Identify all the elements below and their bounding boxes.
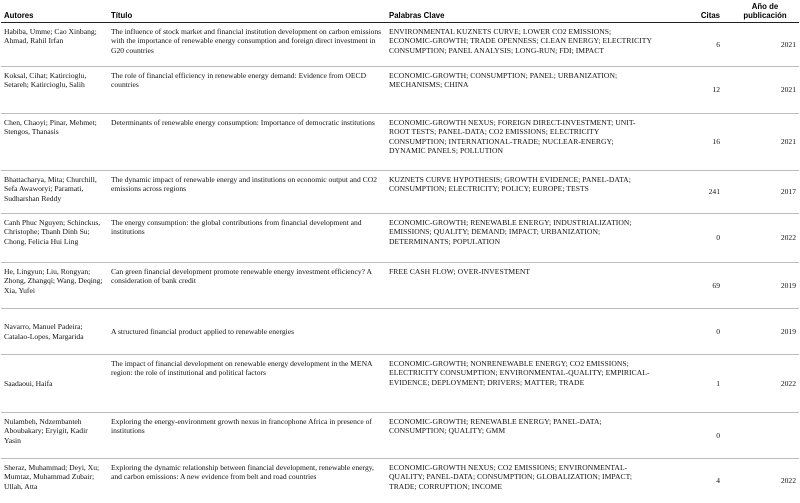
cell-authors: Bhattacharya, Mita; Churchill, Sefa Awaworyi; Paramati, Sudharshan Reddy [4,175,97,203]
table-row [1,23,799,67]
cell-title: The dynamic impact of renewable energy and institutions on economic output and CO2 emissions across regions [111,175,377,194]
table-row [1,263,799,309]
header-keywords: Palabras Clave [386,0,655,23]
cell-keywords: ECONOMIC-GROWTH; NONRENEWABLE ENERGY; CO2 EMISSIONS; ELECTRICITY CONSUMPTION; ENVIRONMENTAL-QUALITY; EMPIRICAL-EVIDENCE; DEPLOYMENT; DRIVERS; MATTER; TRADE [389,359,650,387]
table-row [1,214,799,263]
cell-citations: 241 [708,187,720,197]
cell-year: 2021 [780,39,796,49]
table-row [1,309,799,355]
cell-year: 2022 [780,378,796,388]
cell-title: The energy consumption: the global contributions from financial development and institutions [111,218,362,237]
cell-citations: 0 [716,233,720,243]
cell-citations: 4 [716,476,720,486]
cell-keywords [386,309,655,355]
cell-keywords: ECONOMIC-GROWTH NEXUS; FOREIGN DIRECT-INVESTMENT; UNIT-ROOT TESTS; PANEL-DATA; CO2 EMISSIONS; ELECTRICITY CONSUMPTION; INTERNATIONAL-TRADE; NUCLEAR-ENERGY; DYNAMIC PANELS; POLLUTION [389,118,636,155]
cell-authors: Koksal, Cihat; Katircioglu, Setareh; Katircioglu, Salih [4,71,87,90]
cell-authors: Saadaoui, Haifa [4,378,53,388]
cell-citations: 12 [712,85,720,95]
header-row [1,0,799,23]
cell-keywords: FREE CASH FLOW; OVER-INVESTMENT [389,267,531,276]
cell-title: The role of financial efficiency in renewable energy demand: Evidence from OECD countries [111,71,367,90]
cell-year: 2019 [780,280,796,290]
cell-authors: Sheraz, Muhammad; Deyi, Xu; Mumtaz, Muhammad Zubair; Ullah, Atta [4,463,100,491]
cell-citations: 0 [716,430,720,440]
cell-title: The influence of stock market and financial institution development on carbon emissions with the importance of renewable energy consumption and foreign direct investment in G20 countries [111,27,382,55]
cell-keywords: ECONOMIC-GROWTH; CONSUMPTION; PANEL; URBANIZATION; MECHANISMS; CHINA [389,71,618,90]
table-row [1,459,799,503]
cell-title: A structured financial product applied to renewable energies [111,326,295,336]
table-body [1,23,799,503]
cell-title: Determinants of renewable energy consumption: Importance of democratic institutions [111,118,375,127]
cell-authors: Navarro, Manuel Padeira; Catalao-Lopes, Margarida [4,322,84,341]
cell-year: 2021 [780,137,796,147]
cell-keywords: ECONOMIC-GROWTH NEXUS; CO2 EMISSIONS; ENVIRONMENTAL-QUALITY; PANEL-DATA; CONSUMPTION; GLOBALIZATION; IMPACT; TRADE; CORRUPTION; INCOME [389,463,633,491]
cell-authors: Canh Phuc Nguyen; Schinckus, Christophe; Thanh Dinh Su; Chong, Felicia Hui Ling [4,218,101,246]
header-citations: Citas [655,0,728,23]
publications-table [1,0,799,503]
table-row [1,355,799,413]
cell-citations: 69 [712,280,720,290]
cell-year: 2017 [780,187,796,197]
cell-keywords: ECONOMIC-GROWTH; RENEWABLE ENERGY; INDUSTRIALIZATION; EMISSIONS; QUALITY; DEMAND; IMPACT; URBANIZATION; DETERMINANTS; POPULATION [389,218,632,246]
cell-citations: 6 [716,39,720,49]
header-year: Año de publicación [728,0,799,23]
table-row [1,67,799,114]
table-row [1,171,799,214]
table-row [1,114,799,171]
cell-title: The impact of financial development on renewable energy development in the MENA region: the role of institutional and political factors [111,359,373,378]
cell-authors: Chen, Chaoyi; Pinar, Mehmet; Stengos, Thanasis [4,118,97,137]
cell-year: 2022 [780,233,796,243]
cell-keywords: ECONOMIC-GROWTH; RENEWABLE ENERGY; PANEL-DATA; CONSUMPTION; QUALITY; GMM [389,417,602,436]
header-authors: Autores [1,0,108,23]
cell-title: Exploring the dynamic relationship between financial development, renewable energy, and carbon emissions: A new evidence from belt and road countries [111,463,374,482]
cell-authors: Nulambeh, Ndzembanteh Aboubakary; Eryigit, Kadir Yasin [4,417,88,445]
header-title: Título [108,0,386,23]
cell-keywords: ENVIRONMENTAL KUZNETS CURVE; LOWER CO2 EMISSIONS; ECONOMIC-GROWTH; TRADE OPENNESS; CLEAN ENERGY; ELECTRICITY CONSUMPTION; PANEL ANALYSIS; LONG-RUN; FDI; IMPACT [389,27,652,55]
cell-year [728,413,799,459]
cell-year: 2019 [780,326,796,336]
cell-year: 2021 [780,85,796,95]
cell-citations: 0 [716,326,720,336]
cell-year: 2022 [780,476,796,486]
cell-authors: He, Lingyun; Liu, Rongyan; Zhong, Zhangqi; Wang, Deqing; Xia, Yufei [4,267,103,295]
cell-title: Can green financial development promote renewable energy investment efficiency? A consideration of bank credit [111,267,372,286]
cell-authors: Habiba, Umme; Cao Xinbang; Ahmad, Rahil Irfan [4,27,97,46]
cell-citations: 16 [712,137,720,147]
cell-title: Exploring the energy-environment growth nexus in francophone Africa in presence of institutions [111,417,372,436]
table-header [1,0,799,23]
cell-keywords: KUZNETS CURVE HYPOTHESIS; GROWTH EVIDENCE; PANEL-DATA; CONSUMPTION; ELECTRICITY; POLICY; EUROPE; TESTS [389,175,631,194]
cell-citations: 1 [716,378,720,388]
table-row [1,413,799,459]
